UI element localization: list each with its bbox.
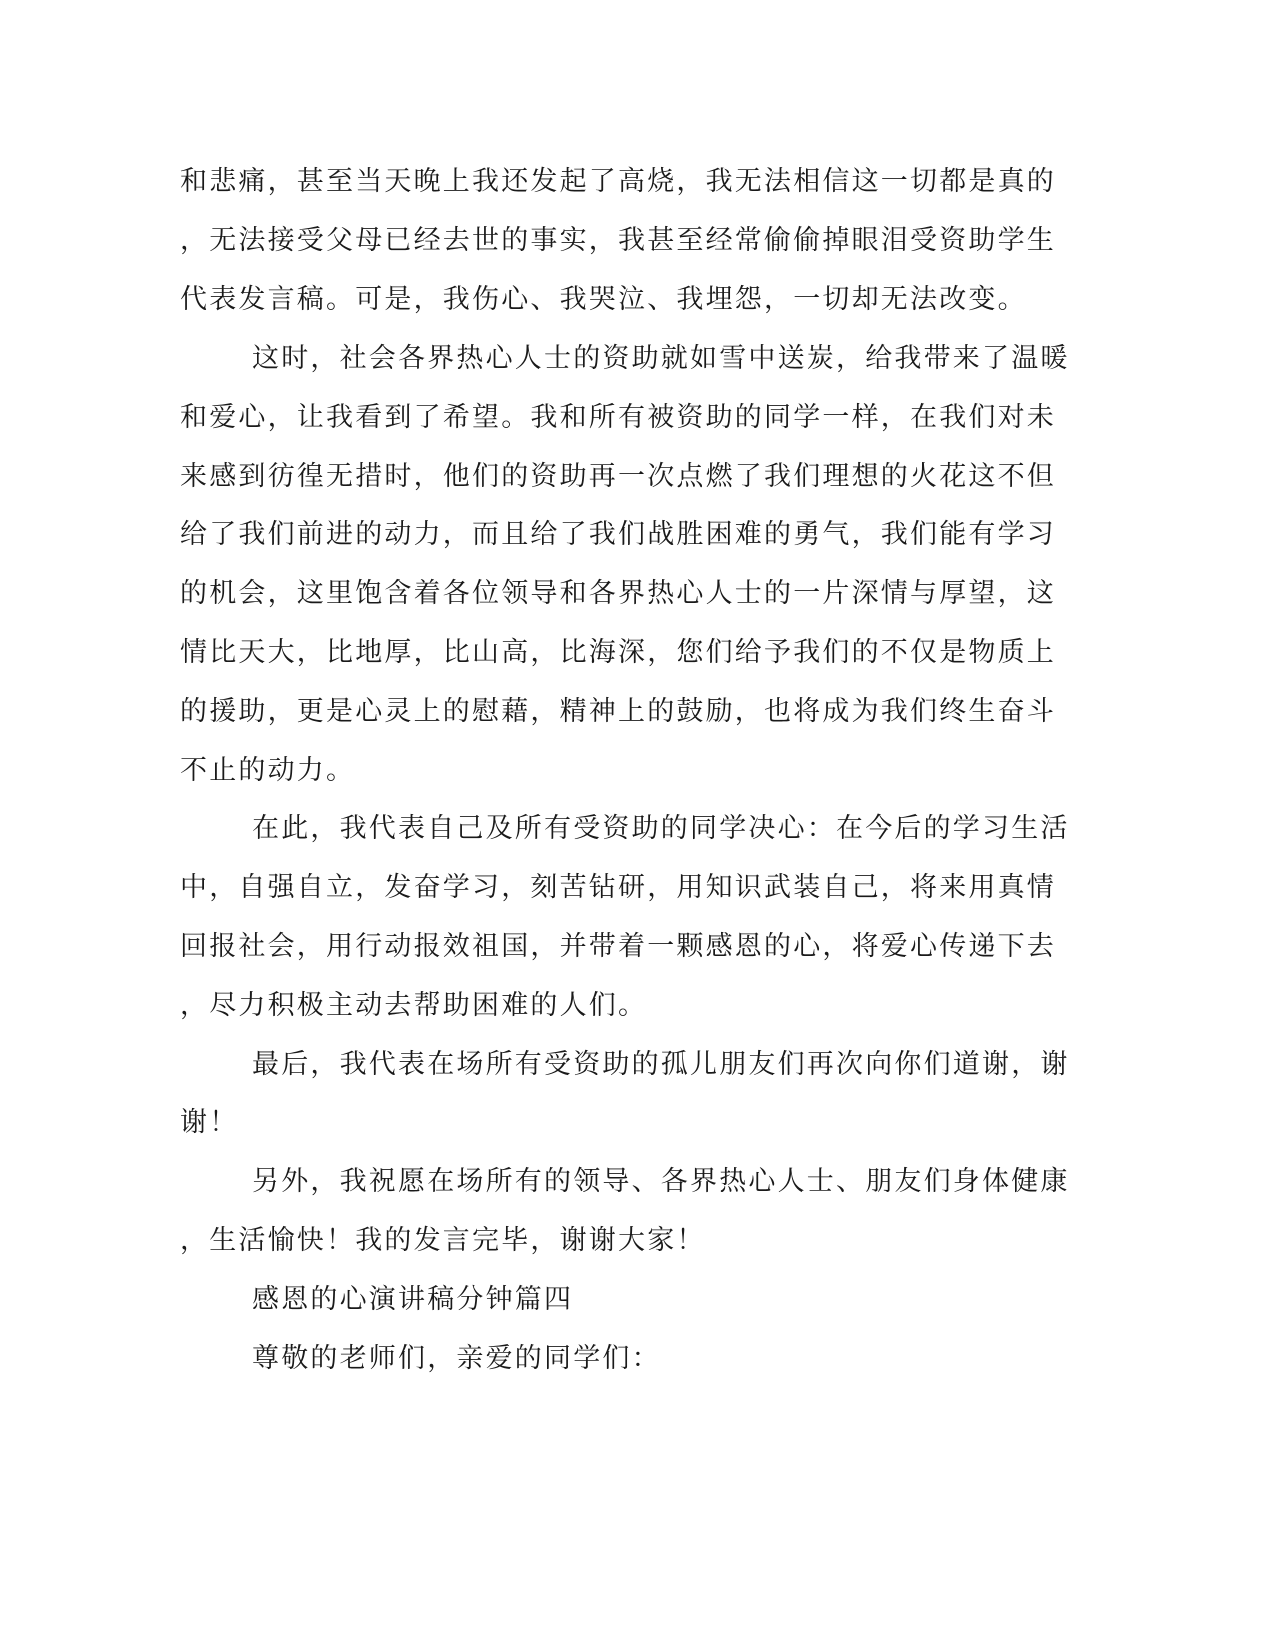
text-line: 谢！: [180, 1107, 239, 1138]
text-line: ，尽力积极主动去帮助困难的人们。: [180, 990, 648, 1021]
paragraph-first-line: 另外，我祝愿在场所有的领导、各界热心人士、朋友们身体健康: [252, 1166, 1070, 1197]
text-line: 来感到彷徨无措时，他们的资助再一次点燃了我们理想的火花这不但: [180, 461, 1056, 492]
text-line: ，生活愉快！我的发言完毕，谢谢大家！: [180, 1225, 706, 1256]
text-line: 情比天大，比地厚，比山高，比海深，您们给予我们的不仅是物质上: [180, 637, 1056, 668]
text-line: 回报社会，用行动报效祖国，并带着一颗感恩的心，将爱心传递下去: [180, 931, 1056, 962]
paragraph-first-line: 最后，我代表在场所有受资助的孤儿朋友们再次向你们道谢，谢: [252, 1049, 1070, 1080]
text-line: 代表发言稿。可是，我伤心、我哭泣、我埋怨，一切却无法改变。: [180, 284, 1027, 315]
text-line: 中，自强自立，发奋学习，刻苦钻研，用知识武装自己，将来用真情: [180, 872, 1056, 903]
salutation: 尊敬的老师们，亲爱的同学们：: [252, 1343, 661, 1374]
text-line: 和悲痛，甚至当天晚上我还发起了高烧，我无法相信这一切都是真的: [180, 166, 1056, 197]
text-line: 和爱心，让我看到了希望。我和所有被资助的同学一样，在我们对未: [180, 402, 1056, 433]
text-line: 不止的动力。: [180, 755, 356, 786]
text-line: 给了我们前进的动力，而且给了我们战胜困难的勇气，我们能有学习: [180, 519, 1056, 550]
text-line: 的机会，这里饱含着各位领导和各界热心人士的一片深情与厚望，这: [180, 578, 1056, 609]
text-line: ，无法接受父母已经去世的事实，我甚至经常偷偷掉眼泪受资助学生: [180, 225, 1056, 256]
paragraph-first-line: 在此，我代表自己及所有受资助的同学决心：在今后的学习生活: [252, 813, 1070, 844]
text-line: 的援助，更是心灵上的慰藉，精神上的鼓励，也将成为我们终生奋斗: [180, 696, 1056, 727]
section-heading: 感恩的心演讲稿分钟篇四: [252, 1284, 574, 1315]
paragraph-first-line: 这时，社会各界热心人士的资助就如雪中送炭，给我带来了温暖: [252, 343, 1070, 374]
